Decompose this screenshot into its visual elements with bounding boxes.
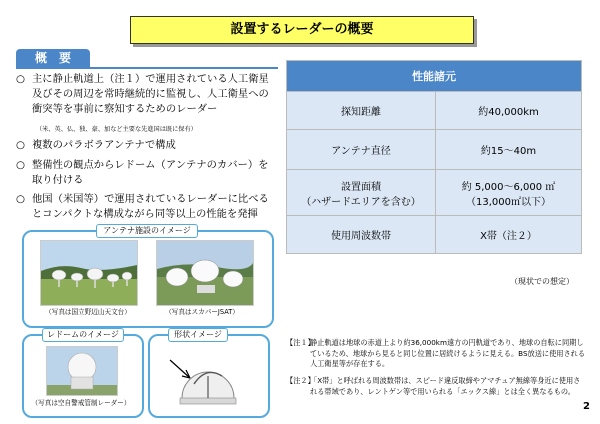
spec-value-cell [436, 170, 582, 216]
overview-divider [16, 67, 278, 69]
bullet-item [16, 192, 278, 222]
spec-key-cell [287, 170, 436, 216]
radome-photo [46, 346, 118, 396]
footnote-label: 【注２】 [286, 376, 315, 385]
radome-image-label: レドームのイメージ [42, 328, 124, 342]
antenna-image-label: アンテナ施設のイメージ [96, 224, 198, 238]
bullet-text: 他国（米国等）で運用されているレーダーに比べるとコンパクトな構成ながら同等以上の性能を発揮 [32, 193, 269, 220]
antenna-photo-observatory-caption: （写真は国立野辺山天文台） [45, 308, 131, 316]
spec-value: X帯（注２） [436, 216, 582, 254]
page-number: 2 [583, 401, 590, 412]
spec-assumption-note: （現状での想定） [510, 277, 574, 286]
spec-table [286, 60, 582, 254]
antenna-photo-skyperfect [156, 240, 254, 306]
spec-key: アンテナ直径 [287, 130, 436, 170]
bullet-mark: ○ [16, 159, 25, 171]
bullet-mark: ○ [16, 193, 25, 205]
spec-value: 約15～40m [436, 130, 582, 170]
table-row [287, 170, 582, 216]
table-row [287, 130, 582, 170]
antenna-photo-observatory [40, 240, 138, 306]
spec-key: 使用周波数帯 [287, 216, 436, 254]
spec-value-sub: （13,000㎡以下） [466, 196, 551, 208]
spec-table-header: 性能諸元 [287, 61, 582, 92]
spec-value: 約 5,000～6,000 ㎡ [461, 181, 556, 193]
radome-shape-diagram [160, 346, 256, 408]
overview-label: 概 要 [16, 49, 90, 67]
footnote-label: 【注１】 [286, 338, 315, 347]
bullet-mark: ○ [16, 73, 25, 85]
spec-key: 探知距離 [287, 92, 436, 130]
table-row [287, 216, 582, 254]
footnote-text: 「X帯」と呼ばれる周波数帯は、スピード違反取締やアマチュア無線等身近に使用される帯域であり、レントゲン等で用いられる「エックス線」とは全く異なるもの。 [310, 376, 581, 396]
page-title: 設置するレーダーの概要 [130, 16, 474, 44]
radome-photo-caption: （写真は空自警戒管制レーダー） [31, 399, 131, 407]
bullet-item [16, 158, 278, 188]
bullet-text: 主に静止軌道上（注１）で運用されている人工衛星及びその周辺を常時継続的に監視し、人工衛星への衝突等を事前に察知するためのレーダー [32, 73, 269, 115]
table-row [287, 92, 582, 130]
bullet-text: 複数のパラボラアンテナで構成 [32, 139, 176, 151]
footnote [286, 376, 586, 397]
footnote [286, 338, 586, 370]
bullet-subnote: （米、英、仏、独、豪、加など主要な先進国は既に保有） [36, 126, 197, 133]
shape-image-label: 形状イメージ [168, 328, 228, 342]
spec-key-sub: （ハザードエリアを含む） [301, 196, 421, 208]
bullet-item [16, 72, 278, 117]
bullet-mark: ○ [16, 139, 25, 151]
footnote-text: 静止軌道は地球の赤道上より約36,000km遠方の円軌道であり、地球の自転に同期しているため、地球から見ると同じ位置に居続けるように見える。BS放送に使用される人工衛星等が存在する。 [310, 338, 586, 368]
bullet-text: 整備性の観点からレドーム（アンテナのカバー）を取り付ける [32, 159, 269, 186]
antenna-photo-skyperfect-caption: （写真はスカパーJSAT） [165, 308, 239, 316]
spec-value: 約40,000km [436, 92, 582, 130]
spec-key: 設置面積 [341, 181, 381, 193]
bullet-item [16, 138, 278, 153]
